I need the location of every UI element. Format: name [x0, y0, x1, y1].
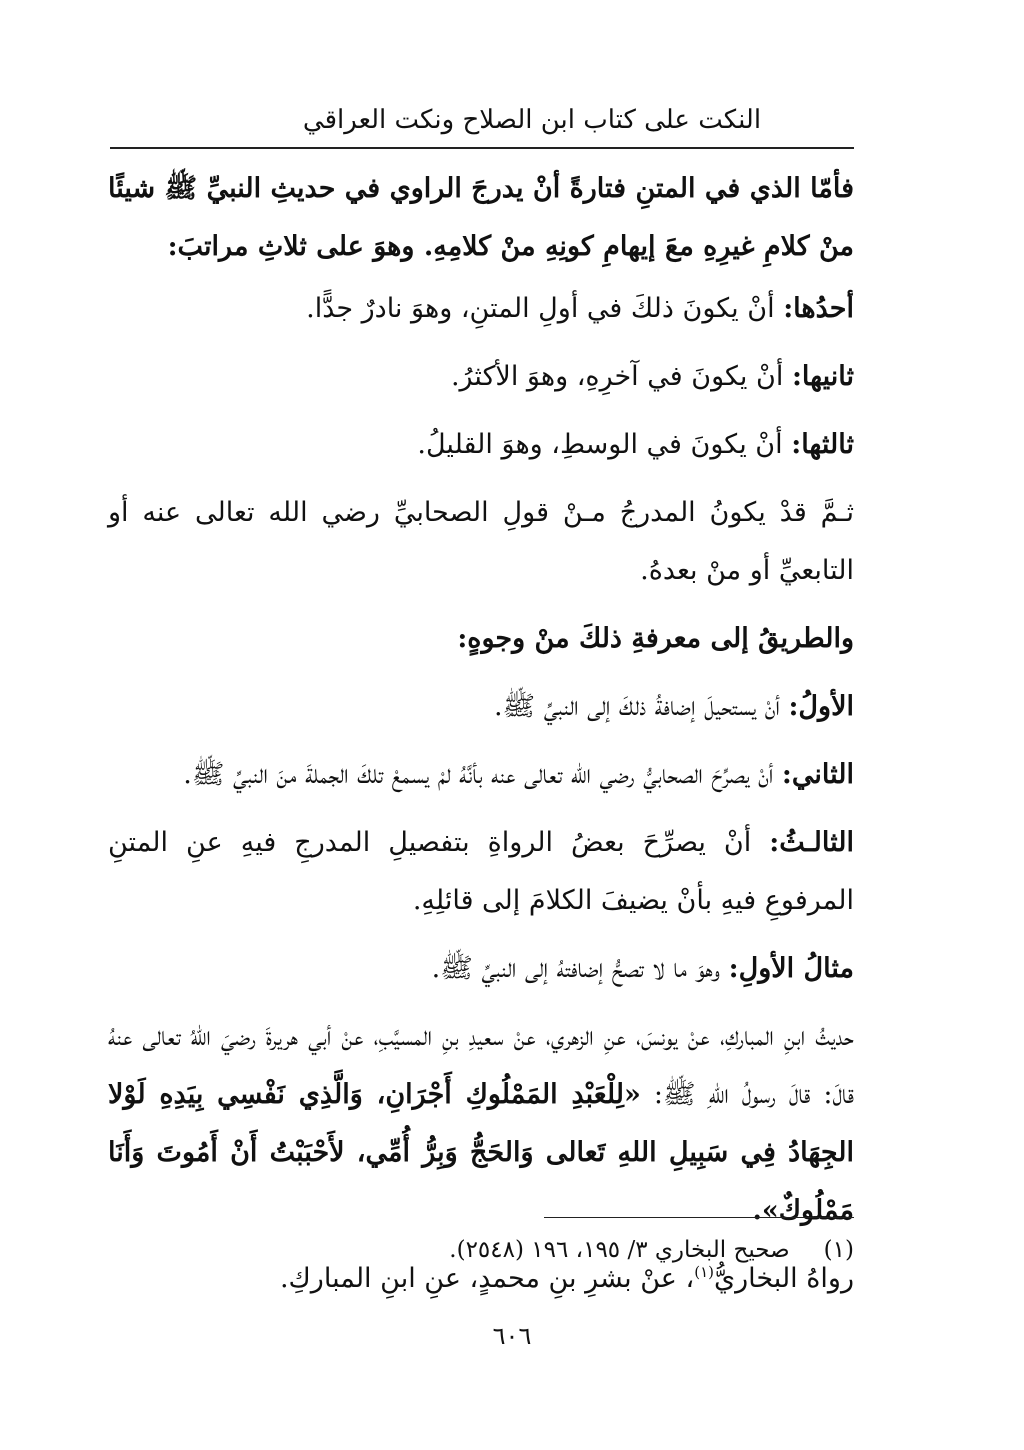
footnote-reference[interactable]: (١) [694, 1263, 714, 1281]
method-second-text: أنْ يصرِّحَ الصحابيُّ رضي الله تعالى عنه بأنَّهُ لمْ يسمعْ تلكَ الجملةَ منَ النبيِّ ﷺ. [183, 759, 774, 790]
method-first-text: أنْ يستحيلَ إضافةُ ذلكَ إلى النبيِّ ﷺ. [493, 691, 780, 722]
method-third-label: الثالـثُ: [769, 827, 854, 858]
paragraph-hadith [108, 1008, 854, 1240]
narration-text-a: رواهُ البخاريُّ [713, 1263, 854, 1294]
second-rank-text: أنْ يكونَ في آخرِهِ، وهوَ الأكثرُ. [450, 361, 784, 392]
mudraj-source-text: ثـمَّ قدْ يكونُ المدرجُ مـنْ قولِ الصحابيِّ رضي الله تعالى عنه أو التابعيِّ أو منْ بعدهُ. [108, 497, 854, 586]
running-header-title: النكت على كتاب ابن الصلاح ونكت العراقي [302, 105, 762, 135]
footnote [108, 1232, 854, 1268]
footnote-rule [544, 1217, 854, 1218]
method-third-text: أنْ يصرِّحَ بعضُ الرواةِ بتفصيلِ المدرجِ فيهِ عنِ المتنِ المرفوعِ فيهِ بأنْ يضيفَ الكلامَ إلى قائلِهِ. [108, 827, 854, 916]
paragraph-third-rank [108, 416, 854, 474]
first-rank-label: أحدُها: [783, 293, 854, 324]
method-second-label: الثاني: [781, 759, 854, 790]
third-rank-text: أنْ يكونَ في الوسطِ، وهوَ القليلُ. [417, 429, 783, 460]
example-first-label: مثالُ الأولِ: [728, 953, 854, 984]
paragraph-second-rank [108, 348, 854, 406]
footnote-number: (١) [823, 1237, 854, 1263]
paragraph-intro-text: فأمّا الذي في المتنِ فتارةً أنْ يدرجَ الراوي في حديثِ النبيِّ ﷺ شيئًا منْ كلامِ غيرِهِ معَ إيهامِ كونِهِ منْ كلامِهِ. وهوَ على ثلاثِ مراتبَ: [108, 173, 854, 262]
example-first-text: وهوَ ما لا تصحُّ إضافتهُ إلى النبيِّ ﷺ. [431, 953, 721, 984]
paragraph-intro [108, 160, 854, 276]
paragraph-method-first [108, 678, 854, 736]
paragraph-first-rank [108, 280, 854, 338]
main-text [108, 160, 854, 1318]
paragraph-method-third [108, 814, 854, 930]
method-first-label: الأولُ: [788, 691, 854, 722]
first-rank-text: أنْ يكونَ ذلكَ في أولِ المتنِ، وهوَ نادرٌ جدًّا. [306, 293, 775, 324]
footnote-text: صحيح البخاري ٣/ ١٩٥، ١٩٦ (٢٥٤٨). [449, 1237, 790, 1263]
paragraph-mudraj-source [108, 484, 854, 600]
paragraph-methods-heading [108, 610, 854, 668]
paragraph-method-second [108, 746, 854, 804]
narration-text-b: ، عنْ بشرِ بنِ محمدٍ، عنِ ابنِ المباركِ. [279, 1263, 695, 1294]
third-rank-label: ثالثها: [791, 429, 854, 460]
second-rank-label: ثانيها: [791, 361, 854, 392]
hadith-chain-text: حديثُ ابنِ المباركِ، عنْ يونسَ، عنِ الزهري، عنْ سعيدِ بنِ المسيَّبِ، عنْ أبي هريرةَ رضيَ اللهُ تعالى عنهُ قالَ: قالَ رسولُ اللهِ ﷺ: [108, 1021, 854, 1110]
header-rule [110, 147, 854, 149]
paragraph-example-first [108, 940, 854, 998]
hadith-quote: «لِلْعَبْدِ المَمْلُوكِ أَجْرَانِ، وَالَّذِي نَفْسِي بِيَدِهِ لَوْلا الجِهَادُ فِي سَبِيلِ اللهِ تَعالى وَالحَجُّ وَبِرُّ أُمِّي، لأَحْبَبْتُ أَنْ أَمُوتَ وَأَنَا مَمْلُوكٌ». [108, 1079, 854, 1226]
page-number: ٦٠٦ [492, 1322, 532, 1350]
methods-heading-text: والطريقُ إلى معرفةِ ذلكَ منْ وجوهٍ: [457, 623, 854, 654]
